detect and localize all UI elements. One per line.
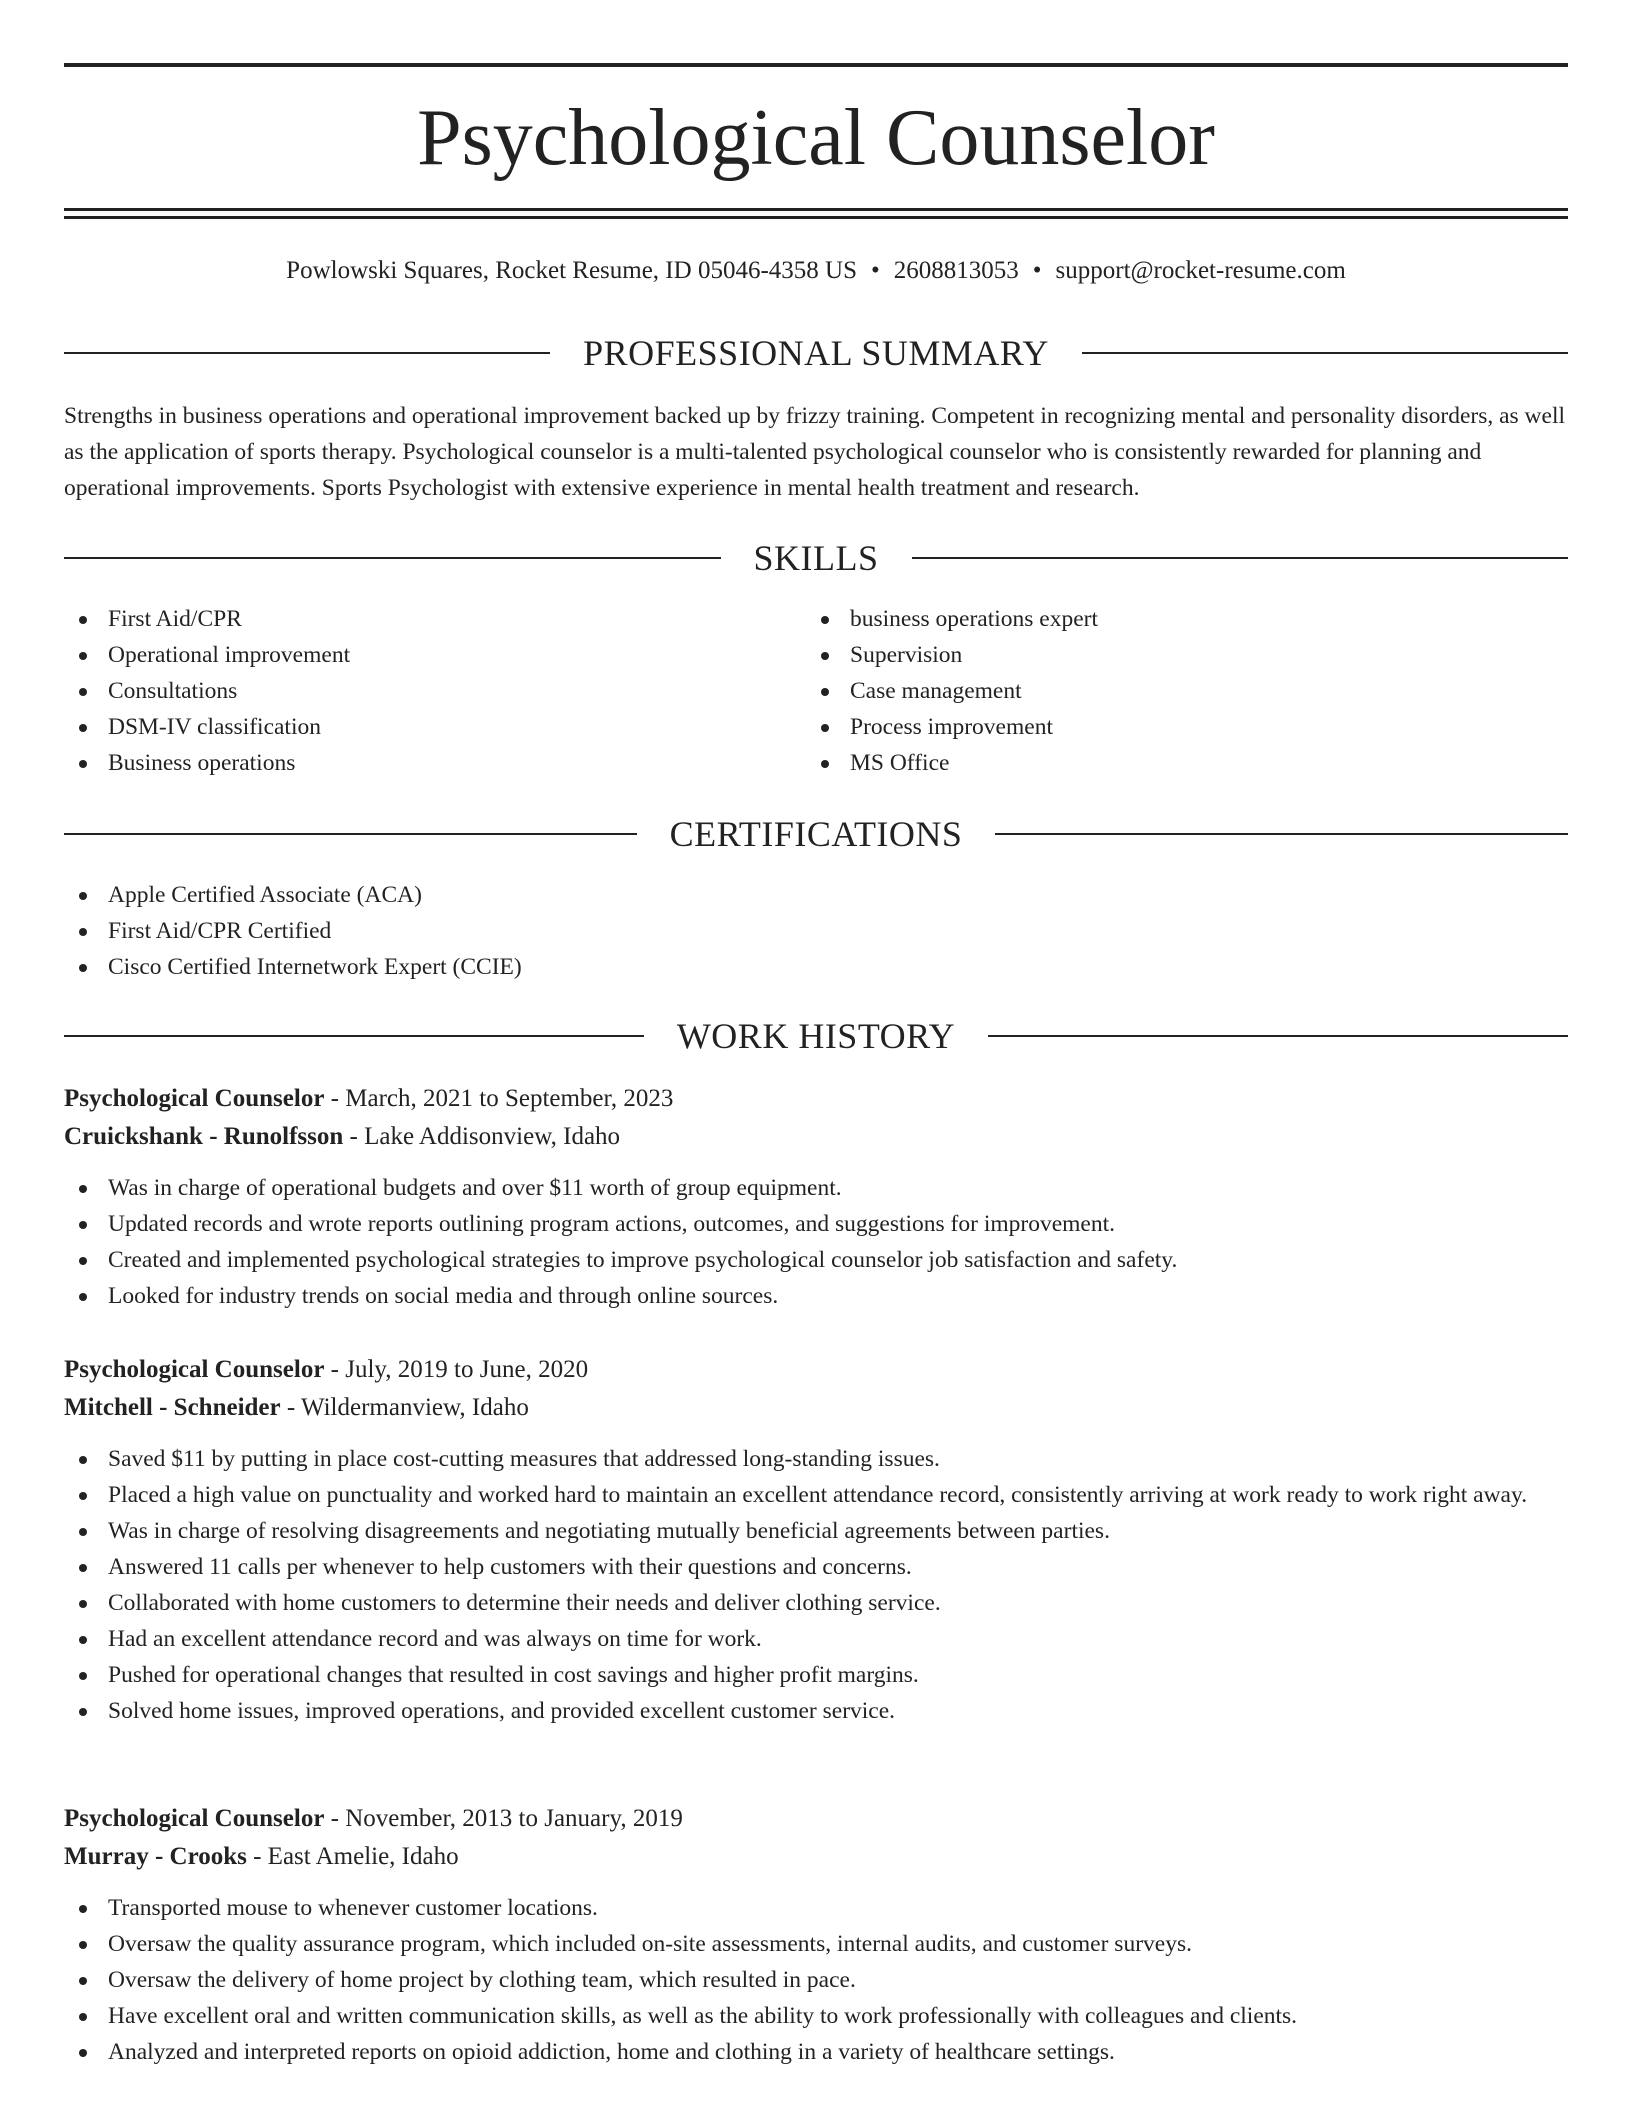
job-dates: - March, 2021 to September, 2023 bbox=[324, 1085, 674, 1112]
skill-item: First Aid/CPR bbox=[64, 601, 804, 637]
job-company-line bbox=[64, 1118, 1568, 1156]
skill-item: Consultations bbox=[64, 673, 804, 709]
certification-item: Apple Certified Associate (ACA) bbox=[64, 877, 1568, 913]
job-company-line bbox=[64, 1389, 1568, 1427]
job-company-line bbox=[64, 1838, 1568, 1876]
heading-rule-left bbox=[64, 352, 550, 354]
skill-item: Process improvement bbox=[806, 709, 1566, 745]
job-duties-list bbox=[64, 1890, 1568, 2070]
section-title: SKILLS bbox=[753, 538, 879, 578]
job-title: Psychological Counselor bbox=[64, 1085, 325, 1112]
job-title: Psychological Counselor bbox=[64, 1356, 325, 1383]
section-heading-work-history bbox=[64, 1012, 1568, 1060]
contact-address: Powlowski Squares, Rocket Resume, ID 05046-4358 US bbox=[286, 257, 857, 284]
heading-rule-right bbox=[995, 833, 1568, 835]
contact-email: support@rocket-resume.com bbox=[1055, 257, 1346, 284]
heading-rule-right bbox=[988, 1035, 1568, 1037]
job-location: - East Amelie, Idaho bbox=[246, 1843, 459, 1870]
skills-list-right bbox=[806, 601, 1566, 781]
header-double-rule-lower bbox=[64, 216, 1568, 219]
job-title-line bbox=[64, 1080, 1568, 1118]
contact-phone: 2608813053 bbox=[893, 257, 1019, 284]
heading-rule-right bbox=[912, 557, 1569, 559]
job-dates: - July, 2019 to June, 2020 bbox=[324, 1356, 589, 1383]
job-company: Murray - Crooks bbox=[64, 1843, 247, 1870]
section-heading-summary bbox=[64, 329, 1568, 377]
job-company: Mitchell - Schneider bbox=[64, 1394, 281, 1421]
certification-item: First Aid/CPR Certified bbox=[64, 913, 1568, 949]
section-title: PROFESSIONAL SUMMARY bbox=[583, 333, 1049, 373]
section-heading-certifications bbox=[64, 810, 1568, 858]
header-top-rule bbox=[64, 63, 1568, 67]
contact-line bbox=[64, 253, 1568, 289]
job-duty: Created and implemented psychological strategies to improve psychological counselor job satisfaction and safety. bbox=[64, 1242, 1568, 1278]
skill-item: DSM-IV classification bbox=[64, 709, 804, 745]
skills-list-left bbox=[64, 601, 804, 781]
heading-rule-right bbox=[1082, 352, 1568, 354]
skill-item: Case management bbox=[806, 673, 1566, 709]
job-duty: Have excellent oral and written communication skills, as well as the ability to work professionally with colleagues and clients. bbox=[64, 1998, 1568, 2034]
heading-rule-left bbox=[64, 557, 721, 559]
skill-item: business operations expert bbox=[806, 601, 1566, 637]
job-title-line bbox=[64, 1351, 1568, 1389]
skill-item: MS Office bbox=[806, 745, 1566, 781]
skill-item: Business operations bbox=[64, 745, 804, 781]
heading-rule-left bbox=[64, 833, 637, 835]
job-duty: Analyzed and interpreted reports on opioid addiction, home and clothing in a variety of healthcare settings. bbox=[64, 2034, 1568, 2070]
job-duty: Saved $11 by putting in place cost-cutting measures that addressed long-standing issues. bbox=[64, 1441, 1568, 1477]
job-duty: Collaborated with home customers to determine their needs and deliver clothing service. bbox=[64, 1585, 1568, 1621]
job-duties-list bbox=[64, 1441, 1568, 1729]
job-duty: Pushed for operational changes that resulted in cost savings and higher profit margins. bbox=[64, 1657, 1568, 1693]
skill-item: Supervision bbox=[806, 637, 1566, 673]
certification-item: Cisco Certified Internetwork Expert (CCIE) bbox=[64, 949, 1568, 985]
job-duties-list bbox=[64, 1170, 1568, 1314]
job-dates: - November, 2013 to January, 2019 bbox=[324, 1805, 683, 1832]
resume-title: Psychological Counselor bbox=[417, 94, 1215, 182]
section-title: CERTIFICATIONS bbox=[669, 814, 963, 854]
job-duty: Answered 11 calls per whenever to help customers with their questions and concerns. bbox=[64, 1549, 1568, 1585]
job-duty: Placed a high value on punctuality and worked hard to maintain an excellent attendance record, consistently arriving at work ready to work right away. bbox=[64, 1477, 1568, 1513]
job-location: - Wildermanview, Idaho bbox=[280, 1394, 529, 1421]
job-entry bbox=[64, 1800, 1568, 2070]
job-title: Psychological Counselor bbox=[64, 1805, 325, 1832]
job-title-line bbox=[64, 1800, 1568, 1838]
job-duty: Was in charge of operational budgets and over $11 worth of group equipment. bbox=[64, 1170, 1568, 1206]
header-double-rule-upper bbox=[64, 208, 1568, 211]
job-location: - Lake Addisonview, Idaho bbox=[343, 1123, 621, 1150]
section-heading-skills bbox=[64, 534, 1568, 582]
heading-rule-left bbox=[64, 1035, 644, 1037]
skill-item: Operational improvement bbox=[64, 637, 804, 673]
job-duty: Oversaw the delivery of home project by clothing team, which resulted in pace. bbox=[64, 1962, 1568, 1998]
job-duty: Was in charge of resolving disagreements and negotiating mutually beneficial agreements between parties. bbox=[64, 1513, 1568, 1549]
contact-separator: • bbox=[870, 257, 880, 284]
job-duty: Solved home issues, improved operations, and provided excellent customer service. bbox=[64, 1693, 1568, 1729]
job-company: Cruickshank - Runolfsson bbox=[64, 1123, 344, 1150]
job-duty: Transported mouse to whenever customer locations. bbox=[64, 1890, 1568, 1926]
section-title: WORK HISTORY bbox=[676, 1016, 956, 1056]
contact-separator: • bbox=[1032, 257, 1042, 284]
certifications-list bbox=[64, 877, 1568, 985]
job-entry bbox=[64, 1351, 1568, 1729]
job-entry bbox=[64, 1080, 1568, 1314]
summary-text: Strengths in business operations and operational improvement backed up by frizzy training. Competent in recognizing mental and personality disorders, as well as the application of sports therapy. Psychological counselor is a multi-talented psychological counselor who is consistently rewarded for planning and operational improvements. Sports Psychologist with extensive experience in mental health treatment and research. bbox=[64, 403, 1566, 501]
job-duty: Updated records and wrote reports outlining program actions, outcomes, and suggestions for improvement. bbox=[64, 1206, 1568, 1242]
job-duty: Had an excellent attendance record and was always on time for work. bbox=[64, 1621, 1568, 1657]
job-duty: Looked for industry trends on social media and through online sources. bbox=[64, 1278, 1568, 1314]
job-duty: Oversaw the quality assurance program, which included on-site assessments, internal audits, and customer surveys. bbox=[64, 1926, 1568, 1962]
